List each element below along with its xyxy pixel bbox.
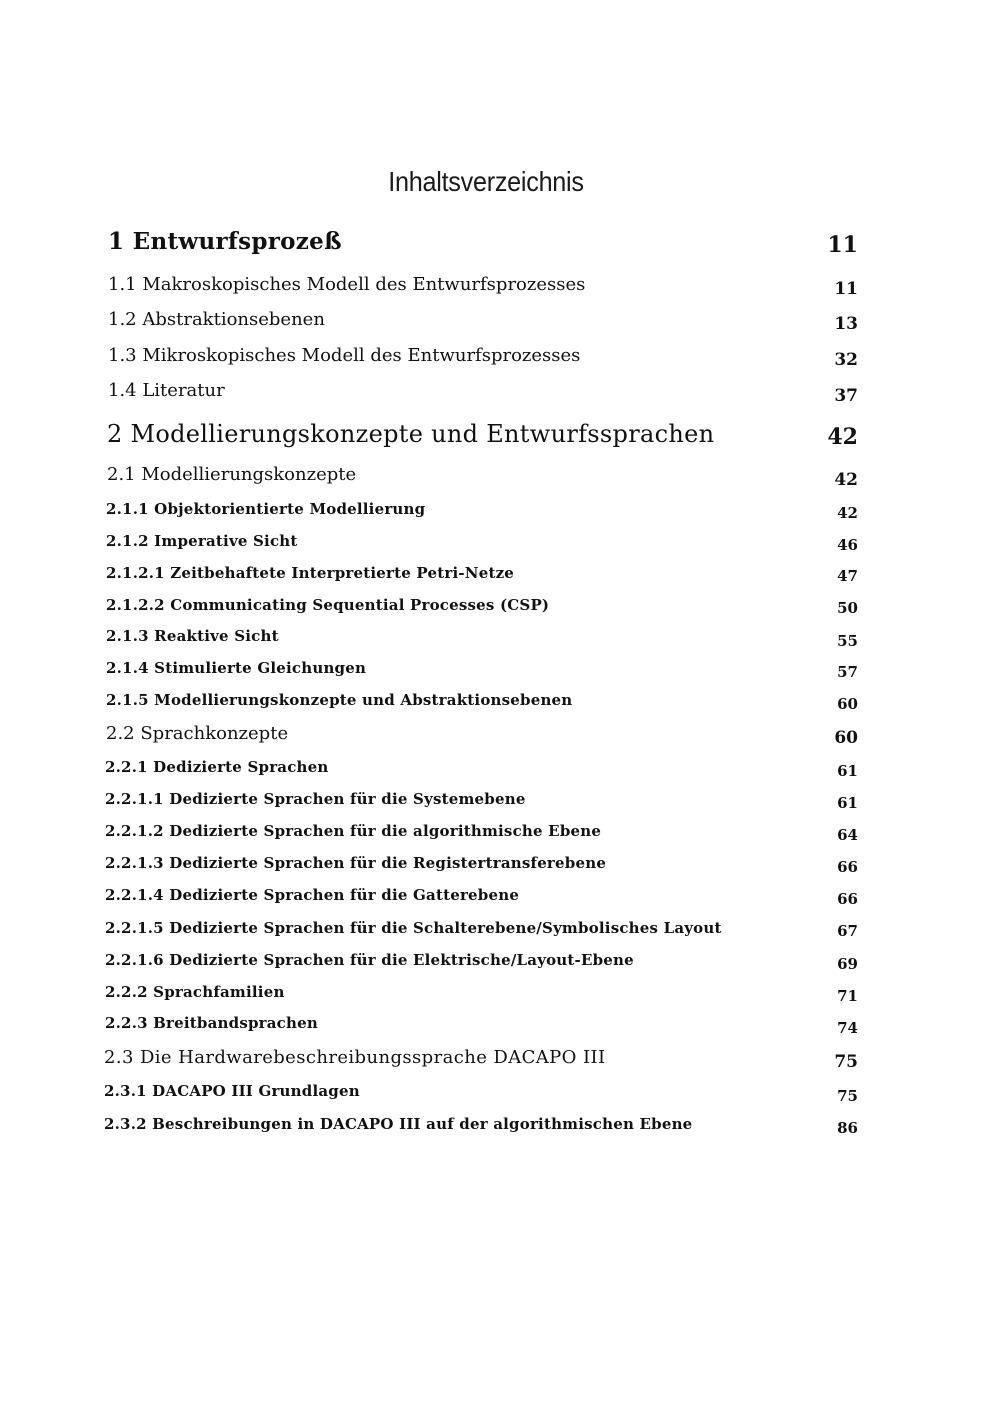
toc-chapter-2-title[interactable]: 2 Modellierungskonzepte und Entwurfssprachen	[107, 420, 715, 448]
toc-page-2-2-3: 74	[837, 1019, 858, 1037]
toc-entry-2-2-1-4[interactable]: 2.2.1.4 Dedizierte Sprachen für die Gatterebene	[105, 886, 520, 904]
toc-page-2-1-5: 60	[837, 695, 858, 713]
toc-chapter-1-page: 11	[827, 232, 858, 258]
toc-page-2-2-2: 71	[837, 987, 858, 1005]
toc-entry-2-2-1-5[interactable]: 2.2.1.5 Dedizierte Sprachen für die Schalterebene/Symbolisches Layout	[105, 919, 722, 937]
toc-page-2-2-1-1: 61	[837, 794, 858, 812]
toc-entry-2-2-1[interactable]: 2.2.1 Dedizierte Sprachen	[105, 758, 329, 776]
toc-entry-2-2-1-6[interactable]: 2.2.1.6 Dedizierte Sprachen für die Elektrische/Layout-Ebene	[105, 951, 634, 969]
toc-entry-2-1-1[interactable]: 2.1.1 Objektorientierte Modellierung	[106, 500, 426, 518]
toc-entry-2-1-5[interactable]: 2.1.5 Modellierungskonzepte und Abstraktionsebenen	[106, 691, 573, 709]
toc-entry-2-1-2-2[interactable]: 2.1.2.2 Communicating Sequential Processes (CSP)	[106, 596, 550, 614]
toc-page-1-1: 11	[834, 279, 858, 299]
toc-page-2-1-4: 57	[837, 663, 858, 681]
toc-page-2-2: 60	[834, 728, 858, 748]
toc-entry-2-1-3[interactable]: 2.1.3 Reaktive Sicht	[106, 627, 279, 645]
toc-entry-2-2-3[interactable]: 2.2.3 Breitbandsprachen	[105, 1014, 318, 1032]
toc-page-2-3-1: 75	[837, 1087, 858, 1105]
toc-entry-2-1-4[interactable]: 2.1.4 Stimulierte Gleichungen	[106, 659, 367, 677]
toc-page-2-2-1-5: 67	[837, 922, 858, 940]
toc-page-2-1: 42	[834, 470, 858, 490]
toc-page-2-2-1-3: 66	[837, 858, 858, 876]
toc-entry-1-1[interactable]: 1.1 Makroskopisches Modell des Entwurfsprozesses	[108, 274, 586, 295]
toc-entry-2-2-1-3[interactable]: 2.2.1.3 Dedizierte Sprachen für die Registertransferebene	[105, 854, 607, 872]
toc-entry-2-3-1[interactable]: 2.3.1 DACAPO III Grundlagen	[104, 1082, 360, 1100]
toc-page-2-1-2-1: 47	[837, 567, 858, 585]
toc-page-2-2-1-2: 64	[837, 826, 858, 844]
toc-entry-2-2-1-1[interactable]: 2.2.1.1 Dedizierte Sprachen für die Systemebene	[105, 790, 526, 808]
toc-entry-2-2-2[interactable]: 2.2.2 Sprachfamilien	[105, 983, 285, 1001]
toc-page-2-3: 75	[834, 1052, 858, 1072]
toc-chapter-1-title[interactable]: 1 Entwurfsprozeß	[108, 228, 342, 255]
toc-chapter-2-page: 42	[827, 424, 858, 450]
toc-entry-2-1-2[interactable]: 2.1.2 Imperative Sicht	[106, 532, 298, 550]
toc-page-2-2-1-4: 66	[837, 890, 858, 908]
toc-entry-2-2-1-2[interactable]: 2.2.1.2 Dedizierte Sprachen für die algorithmische Ebene	[105, 822, 602, 840]
toc-page-2-3-2: 86	[837, 1119, 858, 1137]
toc-entry-1-2[interactable]: 1.2 Abstraktionsebenen	[108, 309, 325, 330]
toc-page-2-2-1-6: 69	[837, 955, 858, 973]
page-title: Inhaltsverzeichnis	[388, 166, 584, 197]
toc-page-1-4: 37	[834, 386, 858, 406]
toc-page-1-3: 32	[834, 350, 858, 370]
toc-entry-2-2[interactable]: 2.2 Sprachkonzepte	[106, 723, 289, 744]
toc-page-2-2-1: 61	[837, 762, 858, 780]
toc-entry-2-3-2[interactable]: 2.3.2 Beschreibungen in DACAPO III auf der algorithmischen Ebene	[104, 1115, 693, 1133]
toc-page-2-1-2-2: 50	[837, 599, 858, 617]
toc-page-1-2: 13	[834, 314, 858, 334]
toc-entry-1-3[interactable]: 1.3 Mikroskopisches Modell des Entwurfsprozesses	[108, 345, 581, 366]
toc-entry-1-4[interactable]: 1.4 Literatur	[108, 380, 225, 401]
toc-page-2-1-3: 55	[837, 632, 858, 650]
toc-entry-2-3[interactable]: 2.3 Die Hardwarebeschreibungssprache DACAPO III	[104, 1047, 606, 1068]
toc-page-2-1-1: 42	[837, 504, 858, 522]
toc-entry-2-1[interactable]: 2.1 Modellierungskonzepte	[107, 464, 357, 485]
toc-entry-2-1-2-1[interactable]: 2.1.2.1 Zeitbehaftete Interpretierte Petri-Netze	[106, 564, 515, 582]
toc-page-2-1-2: 46	[837, 536, 858, 554]
